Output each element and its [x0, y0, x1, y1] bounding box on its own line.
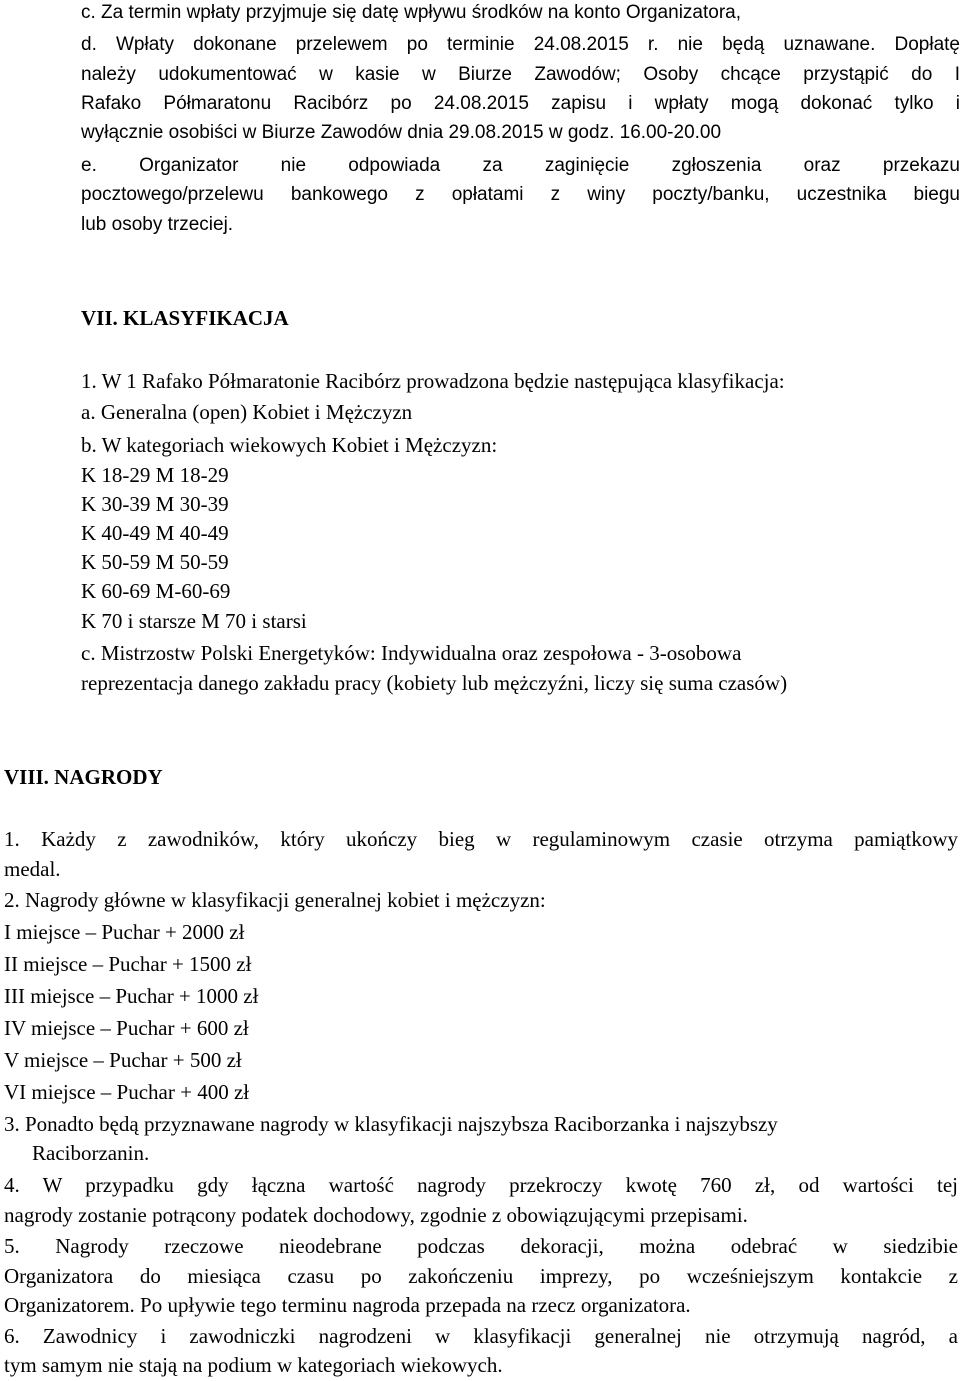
section-viii-heading: VIII. NAGRODY	[4, 765, 163, 789]
prize-para-1-line-2: medal.	[4, 857, 61, 881]
prize-item: I miejsce – Puchar + 2000 zł	[4, 920, 245, 944]
prize-para-3-line-1: 3. Ponadto będą przyznawane nagrody w klasyfikacji najszybsza Raciborzanka i najszybszy	[4, 1112, 778, 1136]
prize-item: V miejsce – Puchar + 500 zł	[4, 1048, 242, 1072]
section-vii-item-c-2: reprezentacja danego zakładu pracy (kobiety lub mężczyźni, liczy się suma czasów)	[81, 671, 788, 695]
prize-para-6-line-2: tym samym nie stają na podium w kategoriach wiekowych.	[4, 1353, 503, 1377]
line-e-1: e. Organizator nie odpowiada za zaginięcie zgłoszenia oraz przekazu	[81, 155, 960, 176]
section-vii-intro: 1. W 1 Rafako Półmaratonie Racibórz prowadzona będzie następująca klasyfikacja:	[81, 369, 785, 393]
age-category: K 30-39 M 30-39	[81, 492, 229, 516]
prize-para-3-line-2: Raciborzanin.	[32, 1141, 150, 1165]
line-e-2: pocztowego/przelewu bankowego z opłatami z winy poczty/banku, uczestnika biegu	[81, 184, 960, 205]
age-category: K 60-69 M-60-69	[81, 579, 231, 603]
age-category: K 50-59 M 50-59	[81, 550, 229, 574]
prize-para-1-line-1: 1. Każdy z zawodników, który ukończy bieg w regulaminowym czasie otrzyma pamiątkowy	[4, 827, 958, 851]
prize-para-4-line-2: nagrody zostanie potrącony podatek dochodowy, zgodnie z obowiązującymi przepisami.	[4, 1203, 748, 1227]
prize-item: III miejsce – Puchar + 1000 zł	[4, 984, 259, 1008]
prize-item: VI miejsce – Puchar + 400 zł	[4, 1080, 250, 1104]
section-vii-heading: VII. KLASYFIKACJA	[81, 306, 289, 330]
prize-para-6-line-1: 6. Zawodnicy i zawodniczki nagrodzeni w klasyfikacji generalnej nie otrzymują nagród, a	[4, 1324, 958, 1348]
prize-para-5-line-2: Organizatora do miesiąca czasu po zakończeniu imprezy, po wcześniejszym kontakcie z	[4, 1264, 958, 1288]
age-category: K 70 i starsze M 70 i starsi	[81, 609, 307, 633]
line-c: c. Za termin wpłaty przyjmuje się datę wpływu środków na konto Organizatora,	[81, 2, 741, 23]
line-d-3: Rafako Półmaratonu Racibórz po 24.08.2015 zapisu i wpłaty mogą dokonać tylko i	[81, 93, 960, 114]
age-category: K 18-29 M 18-29	[81, 463, 229, 487]
line-d-4: wyłącznie osobiści w Biurze Zawodów dnia 29.08.2015 w godz. 16.00-20.00	[81, 122, 722, 143]
section-vii-item-c-1: c. Mistrzostw Polski Energetyków: Indywidualna oraz zespołowa - 3-osobowa	[81, 641, 742, 665]
section-vii-item-b: b. W kategoriach wiekowych Kobiet i Mężczyzn:	[81, 433, 498, 457]
section-vii-item-a: a. Generalna (open) Kobiet i Mężczyzn	[81, 400, 413, 424]
prize-para-2: 2. Nagrody główne w klasyfikacji generalnej kobiet i mężczyzn:	[4, 888, 546, 912]
age-category: K 40-49 M 40-49	[81, 521, 229, 545]
prize-item: IV miejsce – Puchar + 600 zł	[4, 1016, 249, 1040]
line-d-2: należy udokumentować w kasie w Biurze Zawodów; Osoby chcące przystąpić do I	[81, 64, 960, 85]
line-d-1: d. Wpłaty dokonane przelewem po terminie 24.08.2015 r. nie będą uznawane. Dopłatę	[81, 34, 960, 55]
prize-item: II miejsce – Puchar + 1500 zł	[4, 952, 252, 976]
prize-para-5-line-3: Organizatorem. Po upływie tego terminu nagroda przepada na rzecz organizatora.	[4, 1293, 691, 1317]
line-e-3: lub osoby trzeciej.	[81, 214, 234, 235]
prize-para-5-line-1: 5. Nagrody rzeczowe nieodebrane podczas dekoracji, można odebrać w siedzibie	[4, 1234, 958, 1258]
prize-para-4-line-1: 4. W przypadku gdy łączna wartość nagrody przekroczy kwotę 760 zł, od wartości tej	[4, 1173, 958, 1197]
